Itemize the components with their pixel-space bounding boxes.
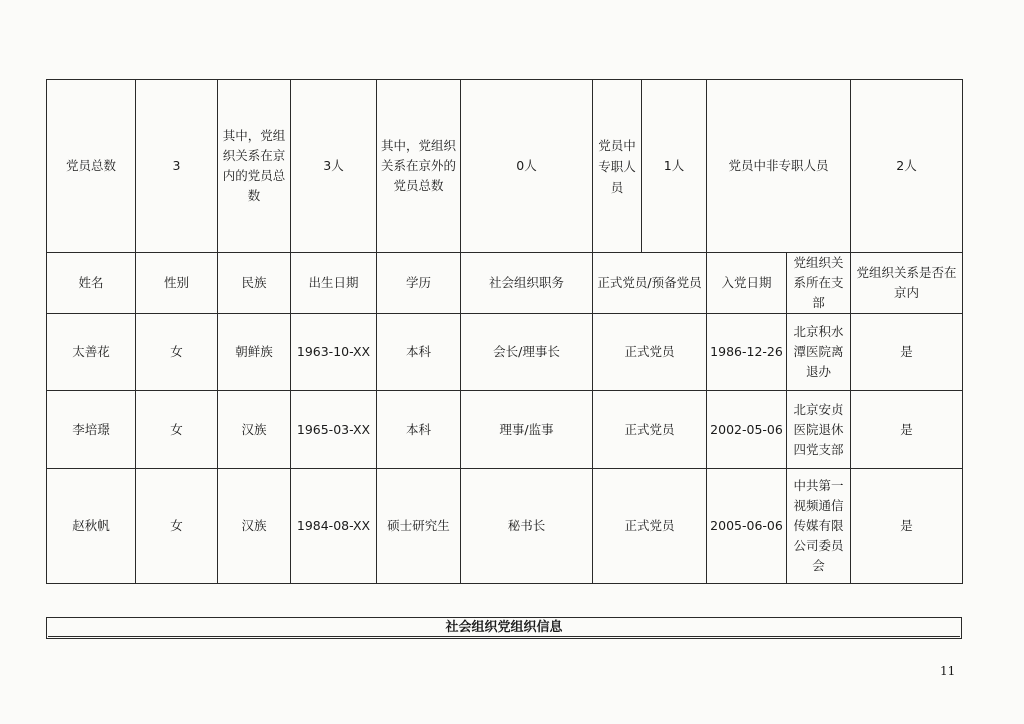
parttime-label: 党员中非专职人员: [707, 80, 851, 253]
header-gender: 性别: [136, 253, 218, 314]
header-education: 学历: [377, 253, 461, 314]
member-position: 秘书长: [461, 469, 593, 584]
member-education: 本科: [377, 391, 461, 469]
member-ethnicity: 汉族: [218, 391, 291, 469]
member-in-beijing: 是: [851, 314, 963, 391]
member-birthdate: 1963-10-XX: [291, 314, 377, 391]
in-beijing-label: 其中，党组织关系在京内的党员总数: [218, 80, 291, 253]
section-title: 社会组织党组织信息: [46, 617, 962, 639]
outside-label: 其中，党组织关系在京外的党员总数: [377, 80, 461, 253]
member-branch: 北京积水潭医院离退办: [787, 314, 851, 391]
fulltime-cell: [593, 80, 707, 253]
fulltime-value: 1人: [663, 158, 685, 173]
parttime-value: 2人: [851, 80, 963, 253]
member-in-beijing: 是: [851, 391, 963, 469]
header-in-beijing: 党组织关系是否在京内: [851, 253, 963, 314]
table-row: [47, 469, 963, 584]
total-value: 3: [136, 80, 218, 253]
header-birthdate: 出生日期: [291, 253, 377, 314]
header-name: 姓名: [47, 253, 136, 314]
member-branch: 北京安贞医院退休四党支部: [787, 391, 851, 469]
member-join-date: 1986-12-26: [707, 314, 787, 391]
member-gender: 女: [136, 314, 218, 391]
member-education: 硕士研究生: [377, 469, 461, 584]
total-label: 党员总数: [47, 80, 136, 253]
header-position: 社会组织职务: [461, 253, 593, 314]
member-gender: 女: [136, 391, 218, 469]
in-beijing-value: 3人: [291, 80, 377, 253]
fulltime-label: 党员中专职人员: [598, 137, 636, 195]
page-number: 11: [940, 664, 956, 678]
header-ethnicity: 民族: [218, 253, 291, 314]
member-type: 正式党员: [593, 469, 707, 584]
member-birthdate: 1965-03-XX: [291, 391, 377, 469]
table-row: [47, 391, 963, 469]
member-ethnicity: 汉族: [218, 469, 291, 584]
header-join-date: 入党日期: [707, 253, 787, 314]
member-education: 本科: [377, 314, 461, 391]
member-join-date: 2002-05-06: [707, 391, 787, 469]
member-type: 正式党员: [593, 314, 707, 391]
member-join-date: 2005-06-06: [707, 469, 787, 584]
member-type: 正式党员: [593, 391, 707, 469]
member-name: 李培璟: [47, 391, 136, 469]
member-name: 太善花: [47, 314, 136, 391]
member-gender: 女: [136, 469, 218, 584]
member-birthdate: 1984-08-XX: [291, 469, 377, 584]
member-name: 赵秋帆: [47, 469, 136, 584]
table-row: [47, 314, 963, 391]
member-in-beijing: 是: [851, 469, 963, 584]
outside-value: 0人: [461, 80, 593, 253]
summary-row: [47, 80, 963, 253]
member-branch: 中共第一视频通信传媒有限公司委员会: [787, 469, 851, 584]
member-position: 理事/监事: [461, 391, 593, 469]
header-member-type: 正式党员/预备党员: [593, 253, 707, 314]
header-row: [47, 253, 963, 314]
party-member-table: [46, 79, 963, 584]
member-ethnicity: 朝鲜族: [218, 314, 291, 391]
member-position: 会长/理事长: [461, 314, 593, 391]
header-branch: 党组织关系所在支部: [787, 253, 851, 314]
